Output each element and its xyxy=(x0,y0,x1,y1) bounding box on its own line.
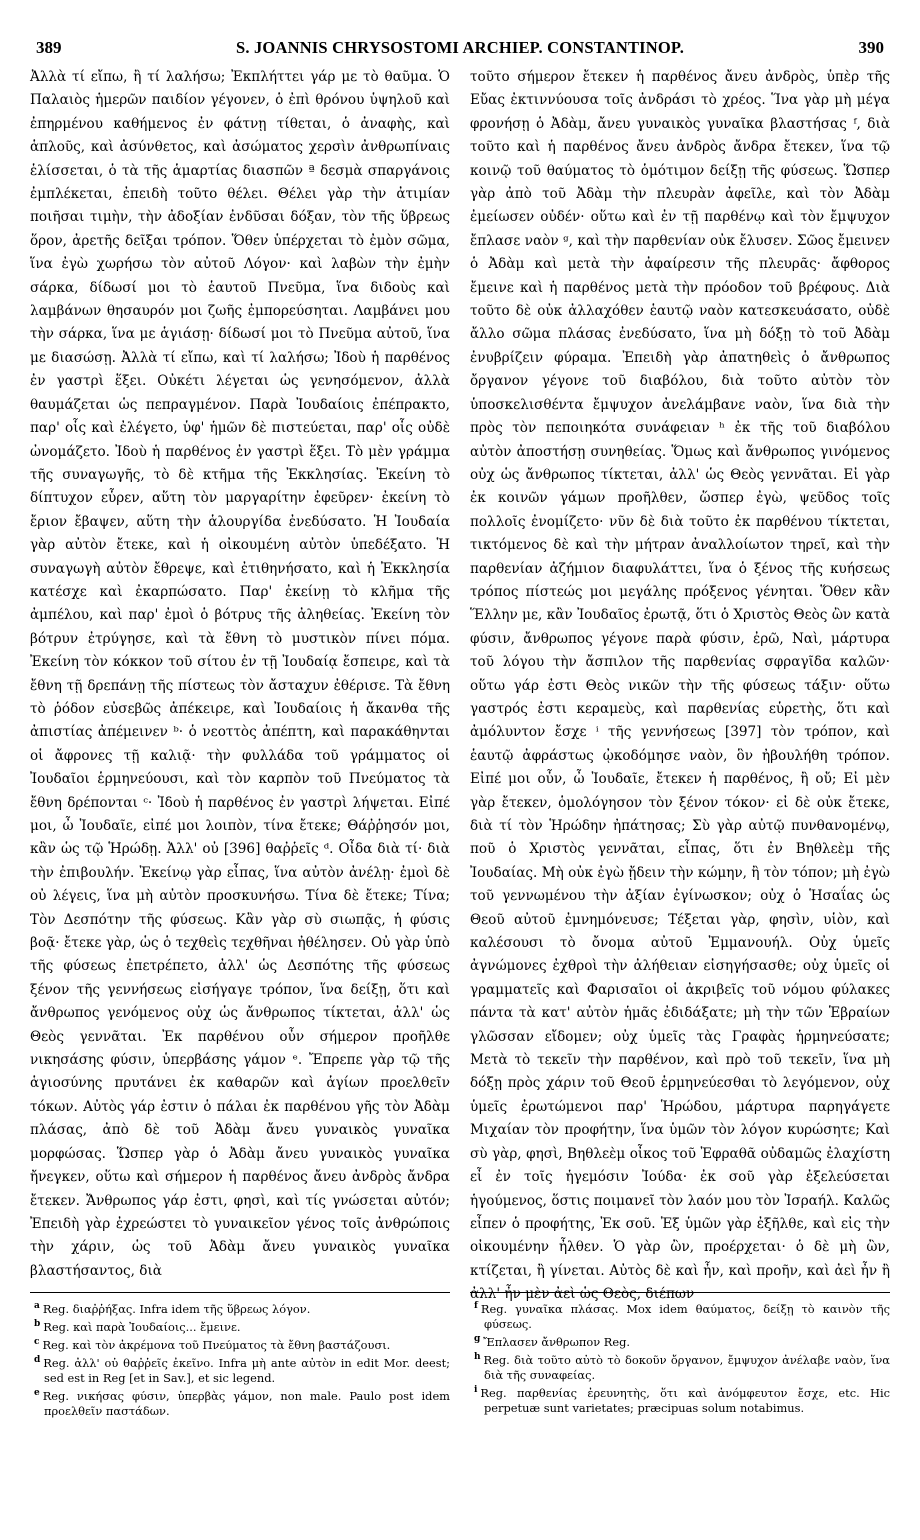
footnote-mark: h xyxy=(474,1352,481,1363)
footnote-rule-left xyxy=(30,1292,450,1293)
left-body xyxy=(30,66,450,1288)
footnote xyxy=(30,1335,450,1353)
page-number-left: 389 xyxy=(36,38,62,57)
footnote-mark: b xyxy=(34,1319,41,1329)
footnote-mark: c xyxy=(34,1337,40,1347)
footnote-text: Reg. ἀλλ' οὐ θαῤῥεῖς ἐκεῖνο. Infra μὴ ante αὐτὸν in edit Mor. deest; sed est in Reg [et in Sav.], et sic legend. xyxy=(43,1355,450,1385)
footnote xyxy=(30,1353,450,1386)
footnote-text: Reg. γυναῖκα πλάσας. Mox idem θαύματος, δείξῃ τὸ καινὸν τῆς φύσεως. xyxy=(480,1301,890,1331)
right-body xyxy=(470,66,890,1303)
left-body-paragraph: Ἀλλὰ τί εἴπω, ἢ τί λαλήσω; Ἐκπλήττει γάρ με τὸ θαῦμα. Ὁ Παλαιὸς ἡμερῶν παιδίον γέγονεν, ὁ ἐπὶ θρόνου ὑψηλοῦ καὶ ἐπηρμένου καθήμενος ἐν φάτνῃ τίθεται, ὁ ἀναφὴς, καὶ ἁπλοῦς, καὶ ἀσύνθετος, καὶ ἀσώματος χερσὶν ἀνθρωπίναις ἑλίσσεται, ὁ τὰ τῆς ἁμαρτίας διασπῶν ª δεσμὰ σπαργάνοις ἐμπλέκεται, ἐπειδὴ τοῦτο θέλει. Θέλει γὰρ τὴν ἀτιμίαν ποιῆσαι τιμὴν, τὴν ἀδοξίαν ἐνδῦσαι δόξαν, τὸν τῆς ὕβρεως ὅρον, ἀρετῆς δεῖξαι τρόπον. Ὅθεν ὑπέρχεται τὸ ἐμὸν σῶμα, ἵνα ἐγὼ χωρήσω τὸν αὐτοῦ Λόγον· καὶ λαβὼν τὴν ἐμὴν σάρκα, δίδωσί μοι τὸ ἑαυτοῦ Πνεῦμα, ἵνα διδοὺς καὶ λαμβάνων θησαυρόν μοι ζωῆς ἐμπορεύσηται. Λαμβάνει μου τὴν σάρκα, ἵνα με ἁγιάσῃ· δίδωσί μοι τὸ Πνεῦμα αὐτοῦ, ἵνα με διασώσῃ. Ἀλλὰ τί εἴπω, καὶ τί λαλήσω; Ἰδοὺ ἡ παρθένος ἐν γαστρὶ ἕξει. Οὐκέτι λέγεται ὡς γενησόμενον, ἀλλὰ θαυμάζεται ὡς πεπραγμένον. Παρὰ Ἰουδαίοις ἐπέπρακτο, παρ' οἷς καὶ ἐλέγετο, ὑφ' ἡμῶν δὲ πιστεύεται, παρ' οἷς οὐδὲ ὠνομάζετο. Ἰδοὺ ἡ παρθένος ἐν γαστρὶ ἕξει. Τὸ μὲν γράμμα τῆς συναγωγῆς, τὸ δὲ κτῆμα τῆς Ἐκκλησίας. Ἐκείνη τὸ δίπτυχον εὗρεν, αὕτη τὸν μαργαρίτην ἐφεῦρεν· ἐκείνη τὸ ἔριον ἔβαψεν, αὕτη τὴν ἁλουργίδα ἐνεδύσατο. Ἡ Ἰουδαία γὰρ αὐτὸν ἔτεκε, καὶ ἡ οἰκουμένη αὐτὸν ὑπεδέξατο. Ἡ συναγωγὴ αὐτὸν ἔθρεψε, καὶ ἐτιθηνήσατο, καὶ ἡ Ἐκκλησία κατέσχε καὶ ἐκαρπώσατο. Παρ' ἐκείνῃ τὸ κλῆμα τῆς ἀμπέλου, καὶ παρ' ἐμοὶ ὁ βότρυς τῆς ἀληθείας. Ἐκείνη τὸν βότρυν ἐτρύγησε, καὶ τὰ ἔθνη τὸ μυστικὸν πίνει πόμα. Ἐκείνη τὸν κόκκον τοῦ σίτου ἐν τῇ Ἰουδαίᾳ ἔσπειρε, καὶ τὰ ἔθνη τῇ δρεπάνῃ τῆς πίστεως τὸν ἄσταχυν ἐθέρισε. Τὰ ἔθνη τὸ ῥόδον εὐσεβῶς ἀπέκειρε, καὶ Ἰουδαίοις ἡ ἄκανθα τῆς ἀπιστίας ἀπέμεινεν ᵇ· ὁ νεοττὸς ἀπέπτη, καὶ παρακάθηνται οἱ ἄφρονες τῇ καλιᾷ· τὴν φυλλάδα τοῦ γράμματος οἱ Ἰουδαῖοι ἑρμηνεύουσι, καὶ τὸν καρπὸν τοῦ Πνεύματος τὰ ἔθνη δρέπονται ᶜ· Ἰδοὺ ἡ παρθένος ἐν γαστρὶ λήψεται. Εἰπέ μοι, ὦ Ἰουδαῖε, εἰπέ μοι λοιπὸν, τίνα ἔτεκε; Θάῤῥησόν μοι, κἂν ὡς τῷ Ἡρώδῃ. Ἀλλ' οὐ [396] θαῤῥεῖς ᵈ. Οἶδα διὰ τί· διὰ τὴν ἐπιβουλήν. Ἐκείνῳ γὰρ εἶπας, ἵνα αὐτὸν ἀνέλῃ· ἐμοὶ δὲ οὐ λέγεις, ἵνα μὴ αὐτὸν προσκυνήσω. Τίνα δὲ ἔτεκε; Τίνα; Τὸν Δεσπότην τῆς φύσεως. Κἂν γὰρ σὺ σιωπᾷς, ἡ φύσις βοᾷ· ἔτεκε γὰρ, ὡς ὁ τεχθεὶς τεχθῆναι ἠθέλησεν. Οὐ γὰρ ὑπὸ τῆς φύσεως ἐπετρέπετο, ἀλλ' ὡς Δεσπότης τῆς φύσεως ξένον τῆς γεννήσεως εἰσήγαγε τρόπον, ἵνα δείξῃ, ὅτι καὶ ἄνθρωπος γενόμενος οὐχ ὡς ἄνθρωπος τίκτεται, ἀλλ' ὡς Θεὸς γεννᾶται. Ἐκ παρθένου οὖν σήμερον προῆλθε νικησάσης φύσιν, ὑπερβάσης γάμον ᵉ. Ἔπρεπε γὰρ τῷ τῆς ἁγιοσύνης πρυτάνει ἐκ καθαρῶν καὶ ἁγίων προελθεῖν τόκων. Αὐτὸς γάρ ἐστιν ὁ πάλαι ἐκ παρθένου γῆς τὸν Ἀδὰμ πλάσας, ἀπὸ δὲ τοῦ Ἀδὰμ ἄνευ γυναικὸς γυναῖκα μορφώσας. Ὥσπερ γὰρ ὁ Ἀδὰμ ἄνευ γυναικὸς γυναῖκα ἤνεγκεν, οὕτω καὶ σήμερον ἡ παρθένος ἄνευ ἀνδρὸς ἄνδρα ἔτεκεν. Ἄνθρωπος γάρ ἐστι, φησὶ, καὶ τίς γνώσεται αὐτόν; Ἐπειδὴ γὰρ ἐχρεώστει τὸ γυναικεῖον γένος τοῖς ἀνθρώποις τὴν χάριν, ὡς τοῦ Ἀδὰμ ἄνευ γυναικὸς γυναῖκα βλαστήσαντος, διὰ xyxy=(30,69,450,1279)
running-title: S. JOANNIS CHRYSOSTOMI ARCHIEP. CONSTANTINOP. xyxy=(235,38,685,57)
page-number-right: 390 xyxy=(858,38,884,57)
right-body-paragraph: τοῦτο σήμερον ἔτεκεν ἡ παρθένος ἄνευ ἀνδρὸς, ὑπὲρ τῆς Εὔας ἐκτιννύουσα τοῖς ἀνδράσι τὸ χρέος. Ἵνα γὰρ μὴ μέγα φρονήσῃ ὁ Ἀδὰμ, ἄνευ γυναικὸς γυναῖκα βλαστήσας ᶠ, διὰ τοῦτο καὶ ἡ παρθένος ἄνευ ἀνδρὸς ἄνδρα ἔτεκεν, ἵνα τῷ κοινῷ τοῦ θαύματος τὸ ὁμότιμον δείξῃ τῆς φύσεως. Ὥσπερ γὰρ ἀπὸ τοῦ Ἀδὰμ τὴν πλευρὰν ἀφεῖλε, καὶ τὸν Ἀδὰμ ἐμείωσεν οὐδέν· οὕτω καὶ ἐν τῇ παρθένῳ καὶ τὸν ἔμψυχον ἔπλασε ναὸν ᵍ, καὶ τὴν παρθενίαν οὐκ ἔλυσεν. Σῶος ἔμεινεν ὁ Ἀδὰμ καὶ μετὰ τὴν ἀφαίρεσιν τῆς πλευρᾶς· ἄφθορος ἔμεινε καὶ ἡ παρθένος μετὰ τὴν πρόοδον τοῦ βρέφους. Διὰ τοῦτο δὲ οὐκ ἀλλαχόθεν ἑαυτῷ ναὸν κατεσκευάσατο, οὐδὲ ἄλλο σῶμα πλάσας ἐνεδύσατο, ἵνα μὴ δόξῃ τὸ τοῦ Ἀδὰμ ἐνυβρίζειν φύραμα. Ἐπειδὴ γὰρ ἀπατηθεὶς ὁ ἄνθρωπος ὄργανον γέγονε τοῦ διαβόλου, διὰ τοῦτο αὐτὸν τὸν ὑποσκελισθέντα ἔμψυχον ἀνελάμβανε ναὸν, ἵνα διὰ τὴν πρὸς τὸν πεποιηκότα συνάφειαν ʰ ἐκ τῆς τοῦ διαβόλου αὐτὸν ἀποστήσῃ συνηθείας. Ὅμως καὶ ἄνθρωπος γινόμενος οὐχ ὡς ἄνθρωπος τίκτεται, ἀλλ' ὡς Θεὸς γεννᾶται. Εἰ γὰρ ἐκ κοινῶν γάμων προῆλθεν, ὥσπερ ἐγὼ, ψεῦδος τοῖς πολλοῖς ἐνομίζετο· νῦν δὲ διὰ τοῦτο ἐκ παρθένου τίκτεται, τικτόμενος δὲ καὶ τὴν μήτραν ἀναλλοίωτον τηρεῖ, καὶ τὴν παρθενίαν ἀζήμιον διαφυλάττει, ἵνα ὁ ξένος τῆς κυήσεως τρόπος πίστεώς μοι μεγάλης πρόξενος γένηται. Ὅθεν κἂν Ἕλλην με, κἂν Ἰουδαῖος ἐρωτᾷ, ὅτι ὁ Χριστὸς Θεὸς ὢν κατὰ φύσιν, ἄνθρωπος γέγονε παρὰ φύσιν, ἐρῶ, Ναὶ, μάρτυρα τοῦ λόγου τὴν ἄσπιλον τῆς παρθενίας σφραγῖδα καλῶν· οὕτω γάρ ἐστι Θεὸς νικῶν τὴν τῆς φύσεως τάξιν· οὕτω γαστρός ἐστι κεραμεὺς, καὶ παρθενίας εὑρετὴς, ὅτι καὶ ἀμόλυντον ἔσχε ⁱ τῆς γεννήσεως [397] τὸν τρόπον, καὶ ἑαυτῷ ἀφράστως ᾠκοδόμησε ναὸν, ὃν ἠβουλήθη τρόπον. Εἰπέ μοι οὖν, ὦ Ἰουδαῖε, ἔτεκεν ἡ παρθένος, ἢ οὔ; Εἰ μὲν γὰρ ἔτεκεν, ὁμολόγησον τὸν ξένον τόκον· εἰ δὲ οὐκ ἔτεκε, διὰ τί τὸν Ἡρώδην ἠπάτησας; Σὺ γὰρ αὐτῷ πυνθανομένῳ, ποῦ ὁ Χριστὸς γεννᾶται, εἶπας, ὅτι ἐν Βηθλεὲμ τῆς Ἰουδαίας. Μὴ οὐκ ἐγὼ ᾔδειν τὴν κώμην, ἢ τὸν τόπον; μὴ ἐγὼ τοῦ γεννωμένου τὴν ἀξίαν ἐγίνωσκον; οὐχ ὁ Ἡσαΐας ὡς Θεοῦ αὐτοῦ ἐμνημόνευσε; Τέξεται γὰρ, φησὶν, υἱὸν, καὶ καλέσουσι τὸ ὄνομα αὐτοῦ Ἐμμανουήλ. Οὐχ ὑμεῖς ἀγνώμονες ἐχθροὶ τὴν ἀλήθειαν εἰσηγήσασθε; οὐχ ὑμεῖς οἱ γραμματεῖς καὶ Φαρισαῖοι οἱ ἀκριβεῖς τοῦ νόμου φύλακες πάντα τὰ κατ' αὐτὸν ἡμᾶς ἐδιδάξατε; μὴ τὴν τῶν Ἑβραίων γλῶσσαν εἴδομεν; οὐχ ὑμεῖς τὰς Γραφὰς ἡρμηνεύσατε; Μετὰ τὸ τεκεῖν τὴν παρθένον, καὶ πρὸ τοῦ τεκεῖν, ἵνα μὴ δόξῃ πρὸς χάριν τοῦ Θεοῦ ἑρμηνεύεσθαι τὸ λεγόμενον, οὐχ ὑμεῖς ἐρωτώμενοι παρ' Ἡρώδου, μάρτυρα παρηγάγετε Μιχαίαν τὸν προφήτην, ἵνα ὑμῶν τὸν λόγον κυρώσητε; Καὶ σὺ γὰρ, φησὶ, Βηθλεὲμ οἶκος τοῦ Ἐφραθᾶ οὐδαμῶς ἐλαχίστη εἶ ἐν τοῖς ἡγεμόσιν Ἰούδα· ἐκ σοῦ γὰρ ἐξελεύσεται ἡγούμενος, ὅστις ποιμανεῖ τὸν λαόν μου τὸν Ἰσραήλ. Καλῶς εἶπεν ὁ προφήτης, Ἐκ σοῦ. Ἐξ ὑμῶν γὰρ ἐξῆλθε, καὶ εἰς τὴν οἰκουμένην ἦλθεν. Ὁ γὰρ ὢν, προέρχεται· ὁ δὲ μὴ ὢν, κτίζεται, ἢ γίνεται. Αὐτὸς δὲ καὶ ἦν, καὶ προῆν, καὶ ἀεὶ ἦν ἢ ἀλλ' ἦν μὲν ἀεὶ ὡς Θεὸς, διέπων xyxy=(470,69,890,1303)
footnote-text: Ἔπλασεν ἄνθρωπον Reg. xyxy=(483,1335,630,1349)
footnote xyxy=(470,1299,890,1332)
footnote xyxy=(30,1317,450,1335)
running-header xyxy=(30,38,890,62)
footnote-text: Reg. διὰ τοῦτο αὐτὸ τὸ δοκοῦν ὄργανον, ἔμψυχον ἀνέλαβε ναὸν, ἵνα διὰ τῆς συναφείας. xyxy=(483,1353,890,1383)
footnote xyxy=(470,1350,890,1383)
footnote xyxy=(30,1386,450,1419)
left-column xyxy=(30,66,450,1475)
footnote-mark: f xyxy=(474,1301,478,1311)
footnote xyxy=(470,1332,890,1350)
footnote-mark: g xyxy=(474,1334,481,1345)
left-footnotes xyxy=(30,1299,450,1475)
footnote-text: Reg. καὶ παρὰ Ἰουδαίοις... ἔμεινε. xyxy=(43,1319,241,1334)
footnote-mark: d xyxy=(34,1355,41,1365)
right-footnotes xyxy=(470,1299,890,1475)
right-column xyxy=(470,66,890,1475)
footnote-mark: e xyxy=(34,1388,40,1399)
footnote-text: Reg. νικήσας φύσιν, ὑπερβὰς γάμον, non male. Paulo post idem προελθεῖν παστάδων. xyxy=(42,1389,450,1419)
footnote-text: Reg. καὶ τὸν ἀκρέμονα τοῦ Πνεύματος τὰ ἔθνη βαστάζουσι. xyxy=(42,1337,391,1352)
footnote-text: Reg. παρθενίας ἐρευνητὴς, ὅτι καὶ ἀνόμφευτον ἔσχε, etc. Hic perpetuæ sunt varietates; præcipuas solum notabimus. xyxy=(480,1386,890,1416)
footnote-mark: i xyxy=(474,1385,478,1396)
footnote-mark: a xyxy=(34,1301,40,1311)
footnote-text: Reg. διαῤῥήξας. Infra idem τῆς ὕβρεως λόγον. xyxy=(42,1301,311,1316)
footnote xyxy=(30,1299,450,1317)
footnote xyxy=(470,1383,890,1416)
